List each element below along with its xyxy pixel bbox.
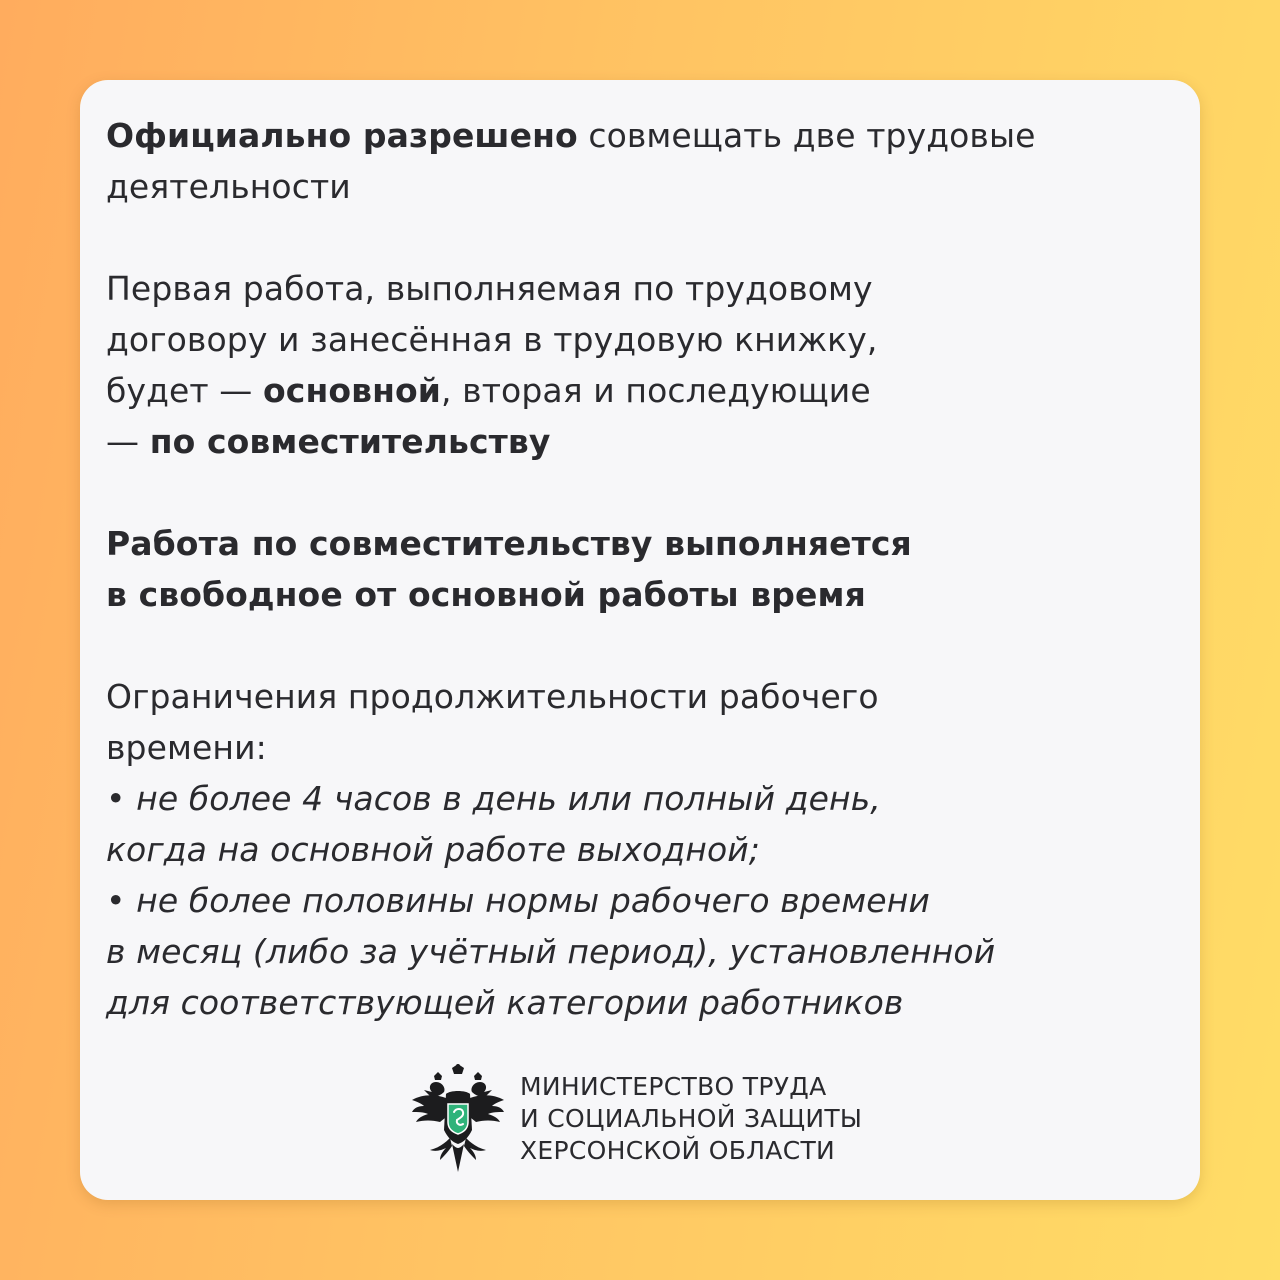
bullet-item-line: когда на основной работе выходной; — [106, 830, 761, 869]
text-fragment: , вторая и последующие — [441, 371, 871, 410]
paragraph-line: договору и занесённая в трудовую книжку, — [106, 320, 878, 359]
paragraph-free-time — [106, 518, 1186, 620]
double-headed-eagle-emblem-icon — [410, 1064, 506, 1174]
ministry-name-line: МИНИСТЕРСТВО ТРУДА — [520, 1072, 827, 1101]
ministry-footer — [410, 1064, 862, 1174]
paragraph-line: времени: — [106, 728, 267, 767]
ministry-name — [520, 1071, 862, 1167]
ministry-name-line: И СОЦИАЛЬНОЙ ЗАЩИТЫ — [520, 1104, 863, 1133]
paragraph-line — [106, 365, 1186, 416]
paragraph-line: Работа по совместительству выполняется — [106, 524, 912, 563]
bold-phrase: Официально разрешено — [106, 116, 578, 155]
bullet-item-line: • не более половины нормы рабочего времени — [106, 881, 930, 920]
bold-phrase: основной — [263, 371, 441, 410]
paragraph-official-permission — [106, 110, 1186, 212]
card-content — [106, 110, 1186, 1079]
paragraph-main-and-secondary — [106, 263, 1186, 467]
bold-phrase: по совместительству — [149, 422, 551, 461]
paragraph-line — [106, 110, 1186, 161]
bullet-item-line: • не более 4 часов в день или полный день, — [106, 779, 881, 818]
paragraph-line: деятельности — [106, 167, 351, 206]
paragraph-line: Первая работа, выполняемая по трудовому — [106, 269, 873, 308]
bullet-item-line: для соответствующей категории работников — [106, 983, 904, 1022]
text-fragment: будет — — [106, 371, 264, 410]
ministry-name-line: ХЕРСОНСКОЙ ОБЛАСТИ — [520, 1136, 836, 1165]
paragraph-line: в свободное от основной работы время — [106, 575, 866, 614]
paragraph-time-limits — [106, 671, 1186, 1028]
bullet-item-line: в месяц (либо за учётный период), установленной — [106, 932, 996, 971]
paragraph-line: Ограничения продолжительности рабочего — [106, 677, 879, 716]
text-fragment: совмещать две трудовые — [577, 116, 1036, 155]
paragraph-line — [106, 416, 1186, 467]
text-fragment: — — [106, 422, 150, 461]
info-card — [80, 80, 1200, 1200]
